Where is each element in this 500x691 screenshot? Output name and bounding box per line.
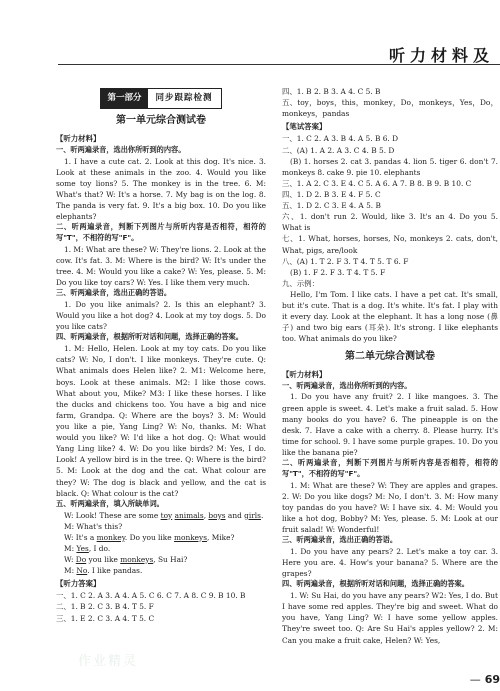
written-2a: 二、(A) 1. A 2. A 3. C 4. B 5. D xyxy=(282,145,395,155)
part-label: 第一部分 xyxy=(101,89,147,108)
dialog-line-6: M: No. I like pandas. xyxy=(64,566,143,576)
unit2-sec3-heading: 三、听两遍录音，选出正确的答语。 xyxy=(282,535,398,545)
unit1-sec2-heading: 二、听两遍录音，判断下列图片与所听内容是否相符，相符的写"T"，不相符的写"F"。 xyxy=(56,222,266,243)
written-2b: (B) 1. horses 2. cat 3. pandas 4. lion 5. tiger 6. don't 7. monkeys 8. cake 9. pie 10. elephants xyxy=(282,156,498,177)
page-header xyxy=(0,0,500,82)
written-3: 三、1. A 2. C 3. E 4. C 5. A 6. A 7. B 8. B 9. B 10. C xyxy=(282,178,472,188)
written-7: 七、1. What, horses, horses, No, monkeys 2. cats, don't, What, pigs, are/look xyxy=(282,234,498,255)
dialog-line-4: M: Yes, I do. xyxy=(64,543,111,553)
page-number: — 69 xyxy=(469,673,500,686)
unit2-material-tag: 【听力材料】 xyxy=(282,369,327,379)
unit2-sec4-text: 1. W: Su Hai, do you have any pears? W2: Yes, I do. But I have some red apples. They're big and sweet. What do you have, Yang Ling? W: I have some yellow apples. They're sweet too. Q: Are Su Hai's apples yellow? 2. M: Can you make a fruit cake, Helen? W: Yes, xyxy=(282,591,498,645)
unit2-sec4-heading: 四、听两遍录音，根据所听对话和问题，选择正确的答案。 xyxy=(282,579,469,589)
unit1-sec5-heading: 五、听两遍录音，填入所缺单词。 xyxy=(56,498,164,508)
unit1-sec2-text: 1. M: What are these? W: They're lions. 2. Look at the cow. It's fat. 3. M: Where is the bird? W: It's under the tree. 4. M: Would you like a cake? W: Yes, please. 5. M: Do you like toy cars? W: Yes. I like them very much. xyxy=(56,244,266,288)
unit2-sec2-text: 1. M: What are these? W: They are apples and grapes. 2. W: Do you like dogs? M: No, I don't. 3. M: How many toy pandas do you have? W: I have six. 4. M: Would you like a hot dog, Bobby? M: Yes, please. 5. M: Look at our fruit salad! W: Wonderful! xyxy=(282,480,498,535)
written-answer-tag: 【笔试答案】 xyxy=(282,122,327,132)
written-9-text: Hello, I'm Tom. I like cats. I have a pet cat. It's small, but it's cute. That is a dog. It's white. It's fat. I play with it every day. Look at the elephant. It has a long nose (鼻子) and two big ears (耳朵). It's strong. I like elephants too. What animals do you like? xyxy=(282,289,498,344)
part-banner xyxy=(56,88,266,109)
unit1-sec4-heading: 四、听两遍录音，根据所听对话和问题，选择正确的答案。 xyxy=(56,332,243,342)
dialog-line-2: M: What's this? xyxy=(64,521,123,531)
written-5: 五、1. D 2. C 3. E 4. A 5. B xyxy=(282,201,381,211)
unit2-title: 第二单元综合测试卷 xyxy=(345,350,435,362)
written-4: 四、1. D 2. B 3. E 4. F 5. C xyxy=(282,189,381,199)
written-6: 六、1. don't run 2. Would, like 3. It's an 4. Do you 5. What is xyxy=(282,212,498,233)
unit2-sec3-text: 1. Do you have any pears? 2. Let's make a toy car. 3. Here you are. 4. How's your banana? 5. Where are the grapes? xyxy=(282,547,498,579)
left-column xyxy=(56,86,266,624)
unit2-sec1-heading: 一、听两遍录音，选出你所听到的内容。 xyxy=(282,380,412,390)
header-title: 听力材料及 xyxy=(388,46,494,65)
unit2-sec1-text: 1. Do you have any fruit? 2. I like mangoes. 3. The green apple is sweet. 4. Let's make a fruit salad. 5. How many books do you have? 6. The pineapple is on the desk. 7. Have a cake with a cherry. 8. Please hurry. It's time for school. 9. I have some purple grapes. 10. Do you like the banana pie? xyxy=(282,392,498,457)
written-9: 九、示例： xyxy=(282,278,319,288)
dialog-line-3: W: It's a monkey. Do you like monkeys, Mike? xyxy=(64,532,235,542)
unit1-material-tag: 【听力材料】 xyxy=(56,133,101,143)
unit2-sec2-heading: 二、听两遍录音，判断下列图片与所听内容是否相符，相符的写"T"，不相符的写"F"。 xyxy=(282,458,498,478)
written-8b: (B) 1. F 2. F 3. T 4. T 5. F xyxy=(290,267,386,277)
unit1-sec3-text: 1. Do you like animals? 2. Is this an elephant? 3. Would you like a hot dog? 4. Look at my toy dogs. 5. Do you like cats? xyxy=(56,300,266,332)
unit1-sec3-heading: 三、听两遍录音，选出正确的答语。 xyxy=(56,288,172,298)
right-column xyxy=(282,86,498,646)
answer-sec3: 三、1. E 2. C 3. A 4. T 5. C xyxy=(56,613,155,623)
unit1-sec4-text: 1. M: Hello, Helen. Look at my toy cats. Do you like cats? W: No, I don't. I like monkeys. They're cute. Q: What animals does Helen like? 2. M1: Welcome here, boys. Look at these animals. M2: I like those cows. What about you, Mike? M3: I like these horses. I like the ducks and chickens too. You have a big and nice farm, Grandpa. Q: Where are the boys? 3. M: Would you like a pie, Yang Ling? W: No, thanks. M: What would you like? W: I'd like a hot dog. Q: What would Yang Ling like? 4. W: Do you like birds? M: Yes, I do. Look! A yellow bird is in the tree. Q: Where is the bird? 5. M: Look at the dog and the cat. What colour are they? W: The dog is black and yellow, and the cat is black. Q: What colour is the cat? xyxy=(56,344,266,498)
part-name: 同步跟踪检测 xyxy=(155,93,213,103)
watermark: 作业精灵 xyxy=(78,654,139,669)
unit1-title: 第一单元综合测试卷 xyxy=(116,114,206,126)
written-1: 一、1. C 2. A 3. B 4. A 5. B 6. D xyxy=(282,134,399,144)
answer-sec2: 二、1. B 2. C 3. B 4. T 5. F xyxy=(56,602,154,612)
unit1-sec1-heading: 一、听两遍录音，选出你所听到的内容。 xyxy=(56,144,186,154)
written-8a: 八、(A) 1. T 2. F 3. T 4. T 5. T 6. F xyxy=(282,256,409,266)
dialog-line-5: W: Do you like monkeys, Su Hai? xyxy=(64,555,188,565)
unit1-answer-tag: 【听力答案】 xyxy=(56,579,101,589)
answer-sec4: 四、1. B 2. B 3. A 4. C 5. B xyxy=(282,87,381,96)
answer-sec1: 一、1. C 2. A 3. A 4. A 5. C 6. C 7. A 8. C 9. B 10. B xyxy=(56,591,246,601)
answer-sec5: 五、toy，boys，this，monkey，Do，monkeys，Yes，Do，monkeys，pandas xyxy=(282,98,498,119)
unit1-sec1-text: 1. I have a cute cat. 2. Look at this dog. It's nice. 3. Look at these animals in the zoo. 4. Would you like some toy lions? 5. The monkey is in the tree. 6. M: What's that? W: It's a horse. 7. My bag is on the log. 8. The panda is very fat. 9. It's a big box. 10. Do you like elephants? xyxy=(56,156,266,222)
dialog-line-1: W: Look! These are some toy animals, boys and girls. xyxy=(64,510,264,520)
header-rule xyxy=(58,64,500,65)
